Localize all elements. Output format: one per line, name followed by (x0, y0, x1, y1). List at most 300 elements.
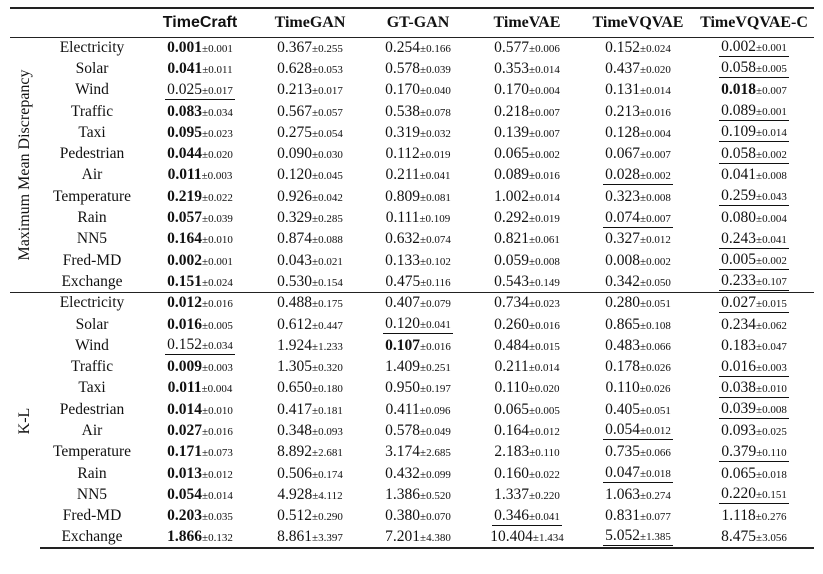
score-cell (472, 271, 582, 292)
mean-value: 0.005 (721, 251, 757, 269)
score-value (494, 401, 560, 418)
column-header-timevqvae-c: TimeVQVAE-C (694, 8, 814, 37)
std-value: ±0.007 (756, 85, 787, 98)
std-value: ±0.041 (419, 170, 451, 183)
best-value (167, 294, 233, 311)
std-value: ±1.434 (532, 531, 564, 544)
std-value: ±0.066 (640, 447, 671, 460)
std-value: ±0.007 (529, 127, 560, 140)
std-value: ±0.008 (529, 255, 560, 268)
mean-value: 7.201 (385, 527, 421, 545)
score-value (277, 443, 343, 460)
score-cell (144, 101, 256, 122)
mean-value: 0.319 (385, 123, 421, 141)
std-value: ±0.174 (312, 468, 343, 481)
score-value (721, 337, 787, 354)
score-value (605, 294, 671, 311)
score-value (277, 166, 343, 183)
dataset-name: Wind (75, 336, 109, 354)
score-cell (472, 165, 582, 186)
score-cell (472, 250, 582, 271)
score-cell (256, 207, 364, 228)
table-row (10, 37, 814, 58)
std-value: ±0.022 (202, 191, 233, 204)
mean-value: 0.011 (167, 166, 202, 184)
std-value: ±0.019 (529, 213, 560, 226)
mean-value: 0.107 (385, 336, 421, 354)
second-best-value (719, 39, 789, 57)
mean-value: 0.734 (494, 294, 530, 312)
score-value (277, 465, 343, 482)
score-cell (582, 229, 694, 250)
table-row (10, 229, 814, 250)
score-value (605, 486, 671, 503)
best-value (167, 209, 233, 226)
score-cell (144, 314, 256, 335)
score-value (494, 188, 560, 205)
score-cell (694, 484, 814, 505)
std-value: ±0.175 (312, 298, 343, 311)
score-cell (694, 58, 814, 79)
score-cell (364, 58, 472, 79)
mean-value: 0.016 (167, 315, 203, 333)
std-value: ±0.040 (420, 85, 451, 98)
best-value (385, 337, 451, 354)
std-value: ±0.285 (312, 213, 343, 226)
table-row (10, 207, 814, 228)
score-value (494, 379, 559, 396)
score-cell (694, 271, 814, 292)
std-value: ±4.112 (312, 489, 343, 502)
std-value: ±4.380 (420, 531, 451, 544)
best-value (167, 124, 233, 141)
score-cell (694, 165, 814, 186)
score-cell (694, 207, 814, 228)
score-cell (364, 143, 472, 164)
score-cell (144, 143, 256, 164)
score-value (605, 379, 670, 396)
table-row (10, 250, 814, 271)
mean-value: 0.475 (385, 272, 421, 290)
table-row (10, 506, 814, 527)
std-value: ±0.007 (640, 212, 671, 225)
score-cell (472, 80, 582, 101)
second-best-value (719, 124, 789, 142)
mean-value: 0.027 (721, 293, 757, 311)
mean-value: 0.139 (494, 123, 530, 141)
mean-value: 0.735 (605, 443, 641, 461)
std-value: ±0.062 (756, 319, 787, 332)
std-value: ±0.004 (201, 383, 233, 396)
mean-value: 0.538 (385, 102, 421, 120)
mean-value: 0.512 (277, 507, 313, 525)
score-value (494, 166, 560, 183)
std-value: ±0.110 (529, 447, 560, 460)
mean-value: 0.012 (167, 294, 203, 312)
score-cell (364, 101, 472, 122)
std-value: ±1.385 (640, 531, 671, 544)
dataset-name: Rain (77, 464, 107, 482)
std-value: ±0.255 (312, 42, 343, 55)
std-value: ±0.061 (529, 234, 560, 247)
mean-value: 0.002 (721, 38, 757, 56)
score-cell (694, 506, 814, 527)
mean-value: 0.089 (494, 166, 530, 184)
score-cell (582, 527, 694, 548)
metric-group-cell (10, 37, 40, 293)
std-value: ±0.014 (756, 127, 787, 140)
score-cell (364, 314, 472, 335)
second-best-value (719, 146, 789, 164)
std-value: ±0.005 (529, 404, 560, 417)
mean-value: 0.014 (167, 400, 203, 418)
std-value: ±0.017 (202, 84, 233, 97)
second-best-value (719, 486, 789, 504)
std-value: ±0.008 (756, 404, 787, 417)
score-value (494, 316, 560, 333)
table-row (10, 186, 814, 207)
score-cell (256, 37, 364, 58)
mean-value: 0.171 (167, 443, 203, 461)
mean-value: 1.386 (385, 485, 421, 503)
mean-value: 1.002 (494, 187, 530, 205)
score-cell (472, 58, 582, 79)
score-cell (144, 229, 256, 250)
std-value: ±0.099 (420, 468, 451, 481)
score-value (277, 528, 343, 545)
score-cell (694, 122, 814, 143)
mean-value: 0.417 (277, 400, 313, 418)
mean-value: 0.016 (721, 357, 757, 375)
score-cell (144, 335, 256, 356)
mean-value: 0.013 (167, 464, 203, 482)
score-value (277, 81, 343, 98)
dataset-name: NN5 (76, 230, 108, 248)
column-header-gt-gan: GT-GAN (364, 8, 472, 37)
score-cell (256, 229, 364, 250)
score-cell (582, 356, 694, 377)
std-value: ±0.070 (420, 511, 451, 524)
score-cell (256, 101, 364, 122)
score-value (605, 103, 671, 120)
std-value: ±0.021 (312, 255, 343, 268)
mean-value: 1.337 (494, 485, 530, 503)
std-value: ±0.073 (202, 447, 233, 460)
std-value: ±0.096 (419, 404, 451, 417)
best-value (168, 166, 233, 183)
mean-value: 1.305 (277, 358, 313, 376)
score-value (494, 124, 560, 141)
score-cell (472, 143, 582, 164)
mean-value: 0.213 (605, 102, 641, 120)
score-value (605, 401, 671, 418)
score-value (494, 209, 560, 226)
table-row (10, 314, 814, 335)
mean-value: 0.632 (385, 230, 421, 248)
std-value: ±2.681 (312, 447, 343, 460)
score-value (385, 103, 451, 120)
std-value: ±0.025 (756, 425, 787, 438)
mean-value: 0.211 (494, 358, 529, 376)
mean-value: 0.164 (494, 421, 530, 439)
std-value: ±0.081 (420, 191, 451, 204)
second-best-value (492, 508, 562, 526)
mean-value: 0.234 (721, 315, 757, 333)
mean-value: 0.009 (167, 358, 203, 376)
mean-value: 0.170 (385, 81, 421, 99)
mean-value: 0.578 (385, 421, 421, 439)
mean-value: 0.506 (277, 464, 313, 482)
score-value (494, 358, 559, 375)
mean-value: 0.111 (385, 209, 420, 227)
std-value: ±0.014 (202, 489, 233, 502)
score-value (605, 316, 671, 333)
std-value: ±0.018 (756, 468, 787, 481)
mean-value: 0.379 (721, 442, 757, 460)
score-value (605, 273, 671, 290)
second-best-value (719, 380, 789, 398)
mean-value: 0.110 (605, 379, 640, 397)
std-value: ±0.039 (420, 63, 451, 76)
mean-value: 0.128 (605, 123, 641, 141)
std-value: ±0.109 (419, 213, 451, 226)
score-value (494, 252, 560, 269)
std-value: ±0.007 (640, 149, 671, 162)
score-cell (144, 399, 256, 420)
best-value (167, 486, 233, 503)
std-value: ±0.053 (312, 63, 343, 76)
score-cell (582, 484, 694, 505)
std-value: ±0.042 (312, 191, 343, 204)
score-value (494, 60, 560, 77)
std-value: ±0.016 (640, 106, 671, 119)
std-value: ±0.015 (529, 340, 560, 353)
score-value (494, 337, 560, 354)
mean-value: 0.039 (721, 400, 757, 418)
table-row (10, 101, 814, 122)
score-value (605, 39, 671, 56)
score-value (721, 465, 787, 482)
best-value (167, 316, 233, 333)
score-cell (472, 463, 582, 484)
best-value (167, 443, 233, 460)
second-best-value (719, 252, 789, 270)
dataset-name: NN5 (76, 485, 108, 503)
score-value (277, 379, 343, 396)
std-value: ±0.022 (529, 468, 560, 481)
score-cell (472, 186, 582, 207)
mean-value: 0.650 (277, 379, 313, 397)
score-cell (144, 484, 256, 505)
score-cell (582, 186, 694, 207)
mean-value: 1.063 (605, 485, 641, 503)
score-value (277, 103, 343, 120)
std-value: ±0.074 (420, 234, 451, 247)
mean-value: 0.054 (605, 421, 641, 439)
score-cell (582, 143, 694, 164)
score-value (385, 486, 451, 503)
mean-value: 1.866 (167, 527, 203, 545)
score-value (605, 81, 671, 98)
mean-value: 0.628 (277, 59, 313, 77)
std-value: ±0.320 (312, 362, 343, 375)
best-value (721, 81, 787, 98)
metric-group-label: Maximum Mean Discrepancy (16, 69, 33, 261)
std-value: ±0.004 (529, 85, 560, 98)
results-table (10, 7, 814, 549)
score-value (385, 124, 451, 141)
dataset-name: Wind (75, 81, 109, 99)
dataset-name: Solar (75, 315, 109, 333)
score-cell (694, 378, 814, 399)
mean-value: 0.152 (605, 38, 641, 56)
score-cell (144, 186, 256, 207)
second-best-value (719, 444, 788, 462)
score-value (277, 294, 343, 311)
mean-value: 1.409 (385, 358, 421, 376)
score-cell (364, 186, 472, 207)
std-value: ±0.051 (640, 298, 671, 311)
std-value: ±3.056 (756, 531, 787, 544)
std-value: ±0.102 (420, 255, 451, 268)
score-cell (582, 378, 694, 399)
score-cell (694, 186, 814, 207)
mean-value: 0.346 (494, 506, 530, 524)
std-value: ±0.003 (202, 362, 233, 375)
column-header-timevqvae: TimeVQVAE (582, 8, 694, 37)
mean-value: 8.892 (277, 443, 313, 461)
std-value: ±0.110 (756, 446, 787, 459)
std-value: ±0.011 (202, 63, 233, 76)
second-best-value (603, 528, 673, 546)
mean-value: 0.065 (494, 400, 530, 418)
mean-value: 0.203 (167, 507, 203, 525)
mean-value: 0.809 (385, 187, 421, 205)
std-value: ±1.233 (312, 340, 343, 353)
mean-value: 0.018 (721, 81, 757, 99)
std-value: ±0.016 (529, 170, 560, 183)
table-row (10, 122, 814, 143)
table-row (10, 442, 814, 463)
score-cell (364, 335, 472, 356)
mean-value: 0.380 (385, 507, 421, 525)
std-value: ±0.020 (202, 149, 233, 162)
score-value (385, 188, 451, 205)
score-cell (472, 356, 582, 377)
mean-value: 5.052 (605, 527, 641, 545)
second-best-value (719, 188, 789, 206)
best-value (167, 273, 233, 290)
std-value: ±0.014 (640, 85, 671, 98)
score-cell (256, 356, 364, 377)
mean-value: 0.183 (721, 336, 757, 354)
std-value: ±0.012 (202, 468, 233, 481)
second-best-value (165, 82, 235, 100)
mean-value: 0.054 (167, 485, 203, 503)
score-cell (364, 271, 472, 292)
mean-value: 0.170 (494, 81, 530, 99)
second-best-value (165, 337, 235, 355)
score-cell (256, 484, 364, 505)
column-header-timecraft: TimeCraft (144, 8, 256, 37)
std-value: ±0.004 (756, 213, 787, 226)
score-cell (364, 250, 472, 271)
score-cell (582, 314, 694, 335)
std-value: ±0.041 (529, 510, 560, 523)
score-value (277, 401, 343, 418)
std-value: ±0.015 (756, 297, 787, 310)
mean-value: 0.275 (277, 123, 313, 141)
score-cell (144, 207, 256, 228)
std-value: ±0.035 (202, 511, 233, 524)
std-value: ±0.023 (202, 127, 233, 140)
score-value (605, 443, 671, 460)
mean-value: 0.926 (277, 187, 313, 205)
mean-value: 0.074 (605, 208, 641, 226)
score-cell (364, 484, 472, 505)
mean-value: 0.058 (721, 144, 757, 162)
std-value: ±0.016 (529, 319, 560, 332)
score-cell (582, 101, 694, 122)
score-cell (582, 250, 694, 271)
dataset-name: Fred-MD (62, 251, 122, 269)
mean-value: 0.405 (605, 400, 641, 418)
score-cell (256, 293, 364, 314)
best-value (167, 401, 233, 418)
std-value: ±0.023 (529, 298, 560, 311)
mean-value: 0.254 (385, 38, 421, 56)
score-cell (144, 37, 256, 58)
table-row (10, 378, 814, 399)
score-cell (694, 442, 814, 463)
score-cell (144, 165, 256, 186)
mean-value: 0.041 (721, 166, 757, 184)
std-value: ±0.274 (640, 489, 671, 502)
score-cell (364, 442, 472, 463)
std-value: ±0.054 (312, 127, 343, 140)
std-value: ±0.016 (202, 298, 233, 311)
score-value (721, 166, 787, 183)
score-value (277, 60, 343, 77)
score-cell (472, 335, 582, 356)
std-value: ±0.008 (756, 170, 787, 183)
score-value (605, 124, 671, 141)
mean-value: 0.484 (494, 336, 530, 354)
score-cell (256, 271, 364, 292)
std-value: ±0.034 (202, 106, 233, 119)
best-value (167, 103, 233, 120)
mean-value: 0.043 (277, 251, 313, 269)
metric-group-label: K-L (16, 407, 33, 434)
std-value: ±0.002 (756, 255, 787, 268)
score-cell (256, 122, 364, 143)
score-cell (472, 420, 582, 441)
mean-value: 0.323 (605, 187, 641, 205)
std-value: ±0.024 (202, 276, 233, 289)
score-cell (364, 356, 472, 377)
std-value: ±0.019 (419, 149, 451, 162)
mean-value: 0.041 (167, 59, 203, 77)
score-cell (144, 250, 256, 271)
score-cell (256, 335, 364, 356)
score-cell (582, 37, 694, 58)
std-value: ±0.093 (312, 425, 343, 438)
std-value: ±0.088 (312, 234, 343, 247)
score-value (605, 252, 671, 269)
mean-value: 0.110 (494, 379, 529, 397)
score-cell (144, 442, 256, 463)
mean-value: 0.219 (167, 187, 203, 205)
